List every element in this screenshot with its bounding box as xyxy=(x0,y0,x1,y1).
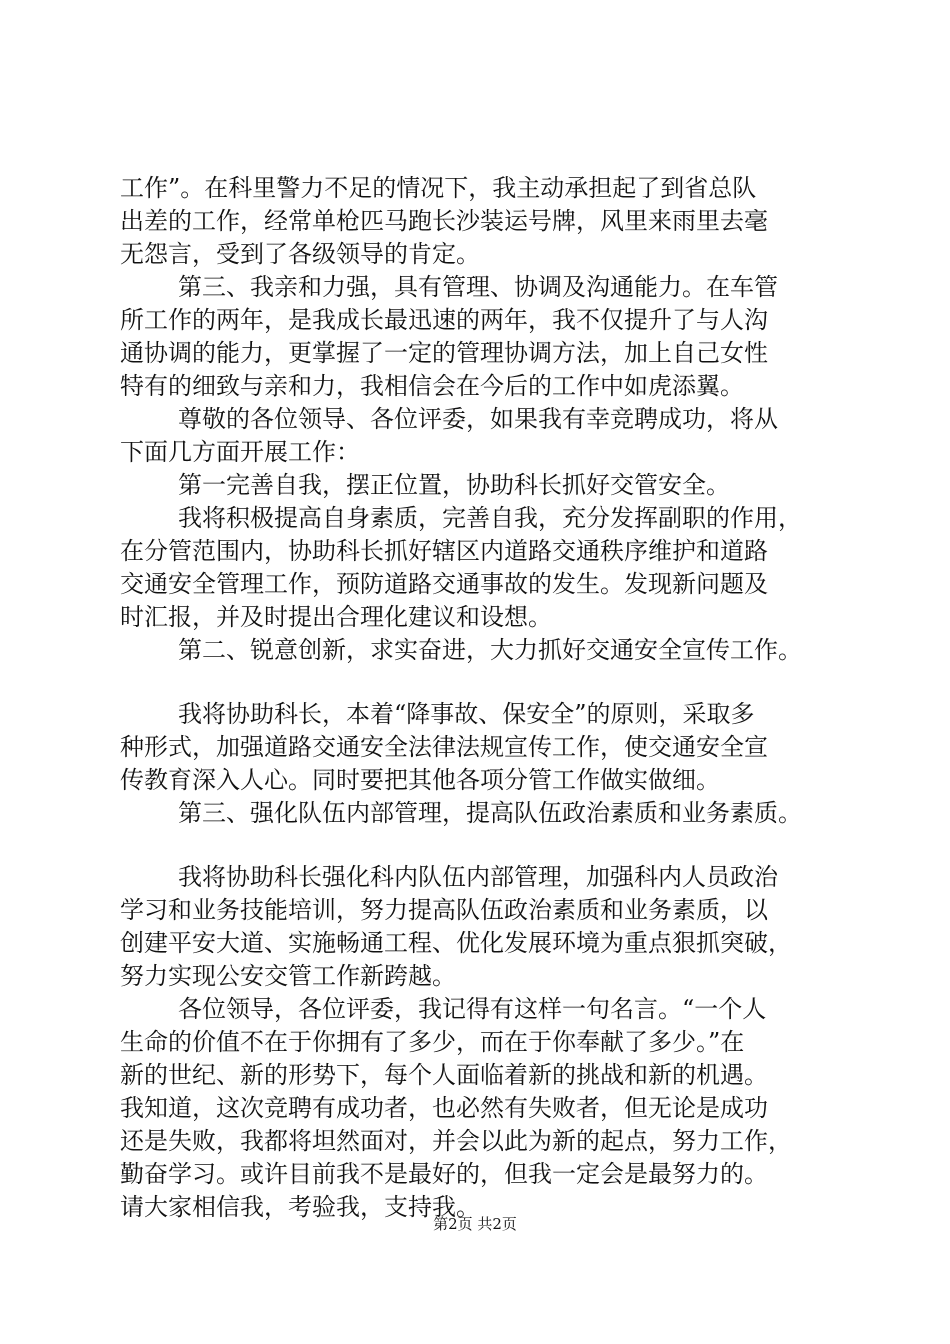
text-line: 请大家相信我，考验我，支持我。 xyxy=(120,1193,480,1221)
paragraph-start-line: 我将协助科长强化科内队伍内部管理，加强科内人员政治 xyxy=(178,863,778,891)
text-line: 勤奋学习。或许目前我不是最好的，但我一定会是最努力的。 xyxy=(120,1160,768,1188)
text-line: 新的世纪、新的形势下，每个人面临着新的挑战和新的机遇。 xyxy=(120,1061,768,1089)
text-line: 学习和业务技能培训，努力提高队伍政治素质和业务素质，以 xyxy=(120,896,768,924)
text-line: 特有的细致与亲和力，我相信会在今后的工作中如虎添翼。 xyxy=(120,372,744,400)
document-body xyxy=(120,172,835,1224)
paragraph-gap xyxy=(120,667,835,698)
paragraph-start-line: 各位领导，各位评委，我记得有这样一句名言。“一个人 xyxy=(178,995,767,1023)
text-line: 传教育深入人心。同时要把其他各项分管工作做实做细。 xyxy=(120,766,720,794)
text-line: 无怨言，受到了各级领导的肯定。 xyxy=(120,240,480,268)
text-line: 工作”。在科里警力不足的情况下，我主动承担起了到省总队 xyxy=(120,174,757,202)
page-number-footer: 第2页 共2页 xyxy=(433,1215,517,1233)
paragraph-start-line: 第三、我亲和力强，具有管理、协调及沟通能力。在车管 xyxy=(178,273,778,301)
text-line: 在分管范围内，协助科长抓好辖区内道路交通秩序维护和道路 xyxy=(120,537,768,565)
text-line: 出差的工作，经常单枪匹马跑长沙装运号牌，风里来雨里去毫 xyxy=(120,207,768,235)
text-line: 交通安全管理工作，预防道路交通事故的发生。发现新问题及 xyxy=(120,570,768,598)
section-heading-line: 第二、锐意创新，求实奋进，大力抓好交通安全宣传工作。 xyxy=(178,636,802,664)
text-line: 时汇报，并及时提出合理化建议和设想。 xyxy=(120,603,552,631)
paragraph-start-line: 我将积极提高自身素质，完善自我，充分发挥副职的作用， xyxy=(178,504,802,532)
paragraph-start-line: 尊敬的各位领导、各位评委，如果我有幸竞聘成功，将从 xyxy=(178,405,778,433)
text-line: 通协调的能力，更掌握了一定的管理协调方法，加上自己女性 xyxy=(120,339,768,367)
text-line: 下面几方面开展工作： xyxy=(120,438,360,466)
section-heading-line: 第三、强化队伍内部管理，提高队伍政治素质和业务素质。 xyxy=(178,799,802,827)
text-line: 生命的价值不在于你拥有了多少，而在于你奉献了多少。”在 xyxy=(120,1028,745,1056)
text-line: 所工作的两年，是我成长最迅速的两年，我不仅提升了与人沟 xyxy=(120,306,768,334)
text-line: 我知道，这次竞聘有成功者，也必然有失败者，但无论是成功 xyxy=(120,1094,768,1122)
section-heading-line: 第一完善自我，摆正位置，协助科长抓好交管安全。 xyxy=(178,471,730,499)
text-line: 还是失败，我都将坦然面对，并会以此为新的起点，努力工作， xyxy=(120,1127,792,1155)
text-line: 努力实现公安交管工作新跨越。 xyxy=(120,962,456,990)
text-line: 种形式，加强道路交通安全法律法规宣传工作，使交通安全宣 xyxy=(120,733,768,761)
text-line: 创建平安大道、实施畅通工程、优化发展环境为重点狠抓突破， xyxy=(120,929,792,957)
paragraph-gap xyxy=(120,830,835,861)
paragraph-start-line: 我将协助科长，本着“降事故、保安全”的原则，采取多 xyxy=(178,700,755,728)
